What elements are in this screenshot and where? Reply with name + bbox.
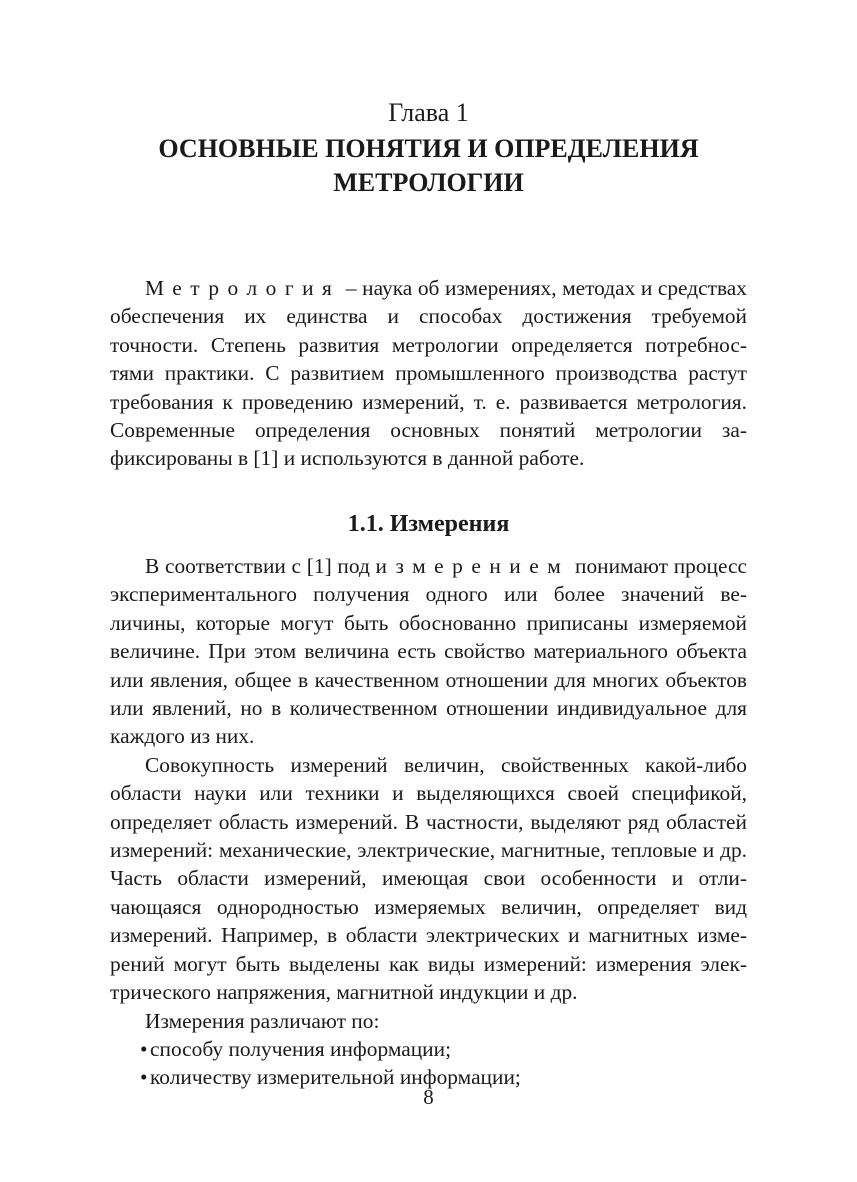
section-paragraph-2: Совокупность измерений величин, свойственных какой-либо области науки или техники и выделяющихся своей спецификой, определяет область измерений. В частности, выделяют ряд областей измерений: механические, электрические, магнитные, тепловые и др. Часть области измерений, имеющая свои особенности и отличающаяся однородностью измеряемых величин, определяет вид измерений. Например, в области электрических и магнитных измерений могут быть выделены как виды измерений: измерения электрического напряжения, магнитной индукции и др. bbox=[110, 752, 747, 1005]
section-paragraph-1 bbox=[110, 552, 747, 751]
page-number: 8 bbox=[423, 1085, 434, 1109]
intro-paragraph-block bbox=[110, 274, 747, 473]
document-page bbox=[110, 0, 747, 1182]
section-body bbox=[110, 552, 747, 1092]
intro-term: Метрология bbox=[145, 276, 341, 300]
chapter-title-line-2: МЕТРОЛОГИИ bbox=[333, 168, 524, 197]
bullet-icon: • bbox=[140, 1065, 148, 1090]
intro-paragraph bbox=[110, 274, 747, 473]
list-item-text: способу получения информации; bbox=[150, 1036, 452, 1061]
section-p1-term: измерением bbox=[375, 554, 570, 578]
chapter-title-line-1: ОСНОВНЫЕ ПОНЯТИЯ И ОПРЕДЕЛЕНИЯ bbox=[158, 134, 699, 163]
chapter-title bbox=[110, 132, 747, 200]
list-item bbox=[110, 1035, 747, 1063]
section-title: 1.1. Измерения bbox=[347, 511, 510, 537]
section-p1-after: понимают процесс экспериментального получения одного или более значений величины, которые могут быть обоснованно приписаны измеряемой величине. При этом величина есть свойство материального объекта или явления, общее в качественном отношении для многих объектов или явлений, но в количественном отношении индивидуальное для каждого из них. bbox=[110, 554, 747, 749]
chapter-label: Глава 1 bbox=[388, 98, 469, 127]
bullet-icon: • bbox=[140, 1036, 148, 1061]
intro-text: – наука об измерениях, методах и средствах обеспечения их единства и способах достижения требуемой точности. Степень развития метрологии определяется потребностями практики. С развитием промышленного производства растут требования к проведению измерений, т. е. развивается метрология. Современные определения основных понятий метрологии зафиксированы в [1] и используются в данной работе. bbox=[110, 276, 747, 471]
section-p1-before: В соответствии с [1] под bbox=[145, 554, 376, 578]
list-item-text: количеству измерительной информации; bbox=[150, 1065, 521, 1090]
section-paragraph-3: Измерения различают по: bbox=[145, 1008, 380, 1033]
